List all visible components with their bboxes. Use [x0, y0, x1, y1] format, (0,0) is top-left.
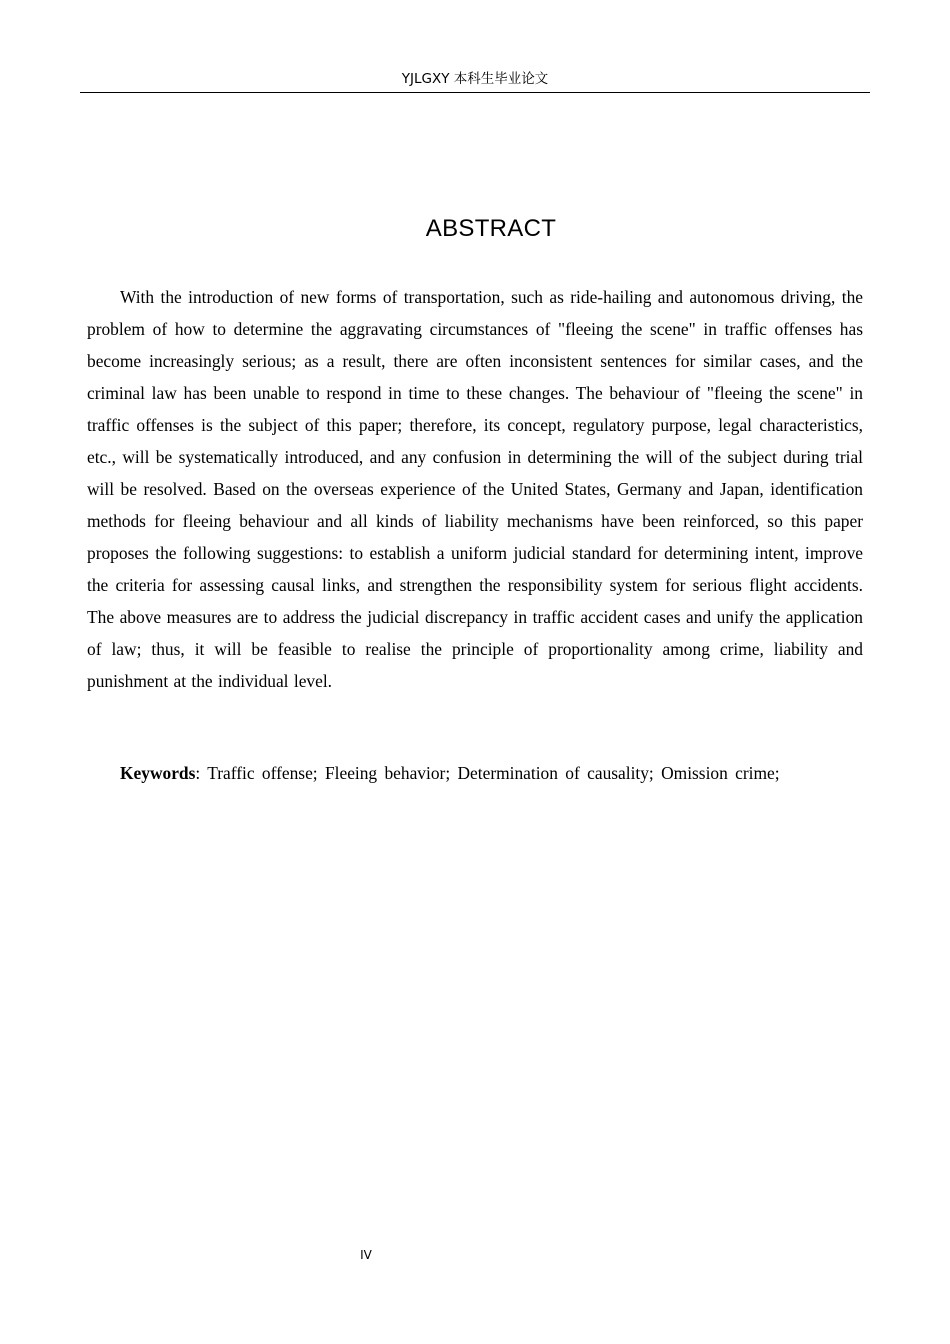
abstract-title: ABSTRACT	[425, 215, 557, 242]
running-header: YJLGXY 本科生毕业论文	[401, 71, 549, 87]
keywords-line	[87, 760, 863, 786]
header-rule	[80, 92, 870, 93]
page-number: IV	[360, 1248, 372, 1262]
keywords-separator: :	[195, 763, 201, 783]
keywords-label: Keywords	[120, 763, 196, 783]
abstract-body: With the introduction of new forms of transportation, such as ride-hailing and autonomous driving, the problem of how to determine the aggravating circumstances of "fleeing the scene" in traffic offenses has become increasingly serious; as a result, there are often inconsistent sentences for similar cases, and the criminal law has been unable to respond in time to these changes. The behaviour of "fleeing the scene" in traffic offenses is the subject of this paper; therefore, its concept, regulatory purpose, legal characteristics, etc., will be systematically introduced, and any confusion in determining the will of the subject during trial will be resolved. Based on the overseas experience of the United States, Germany and Japan, identification methods for fleeing behaviour and all kinds of liability mechanisms have been reinforced, so this paper proposes the following suggestions: to establish a uniform judicial standard for determining intent, improve the criteria for assessing causal links, and strengthen the responsibility system for serious flight accidents. The above measures are to address the judicial discrepancy in traffic accident cases and unify the application of law; thus, it will be feasible to realise the principle of proportionality among crime, liability and punishment at the individual level.	[87, 287, 863, 691]
keywords-text: Traffic offense; Fleeing behavior; Determination of causality; Omission crime;	[200, 763, 780, 783]
